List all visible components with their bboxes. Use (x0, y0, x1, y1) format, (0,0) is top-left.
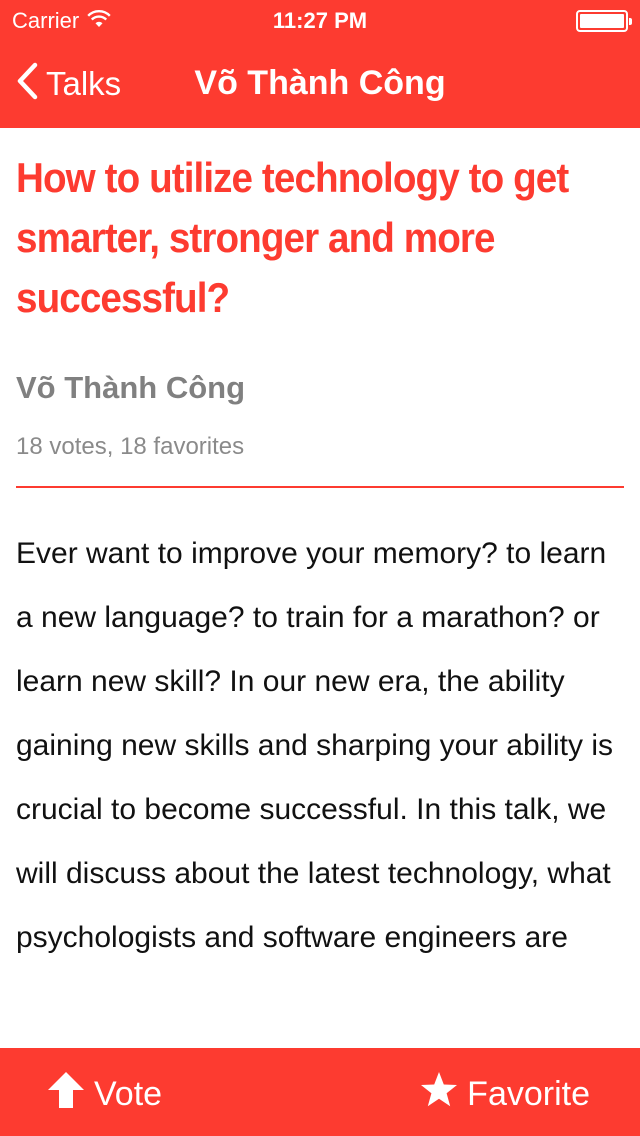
favorite-label: Favorite (467, 1075, 590, 1113)
status-bar (0, 0, 640, 40)
vote-label: Vote (94, 1075, 163, 1113)
favorite-button[interactable] (419, 1070, 590, 1119)
talk-title: How to utilize technology to get smarter, stronger and more successful? (16, 154, 569, 321)
carrier-label: Carrier (12, 8, 80, 33)
header (0, 0, 640, 128)
divider (16, 486, 624, 488)
talk-detail[interactable] (16, 128, 624, 1048)
battery-icon (576, 10, 628, 32)
arrow-up-icon (46, 1070, 94, 1119)
nav-title: Võ Thành Công (194, 64, 446, 102)
bottom-toolbar (0, 1048, 640, 1136)
status-time: 11:27 PM (272, 8, 368, 33)
star-icon (419, 1070, 467, 1119)
navigation-bar (0, 40, 640, 128)
back-label: Talks (46, 64, 122, 102)
vote-button[interactable] (46, 1070, 162, 1119)
speaker-name: Võ Thành Công (16, 370, 246, 405)
talk-stats: 18 votes, 18 favorites (16, 433, 245, 460)
talk-description: Ever want to improve your memory? to learn a new language? to train for a marathon? or learn new skill? In our new era, the ability gaining new skills and sharping your ability is crucial to become successful. In this talk, we will discuss about the latest technology, what psychologists and software engineers are (16, 537, 613, 954)
